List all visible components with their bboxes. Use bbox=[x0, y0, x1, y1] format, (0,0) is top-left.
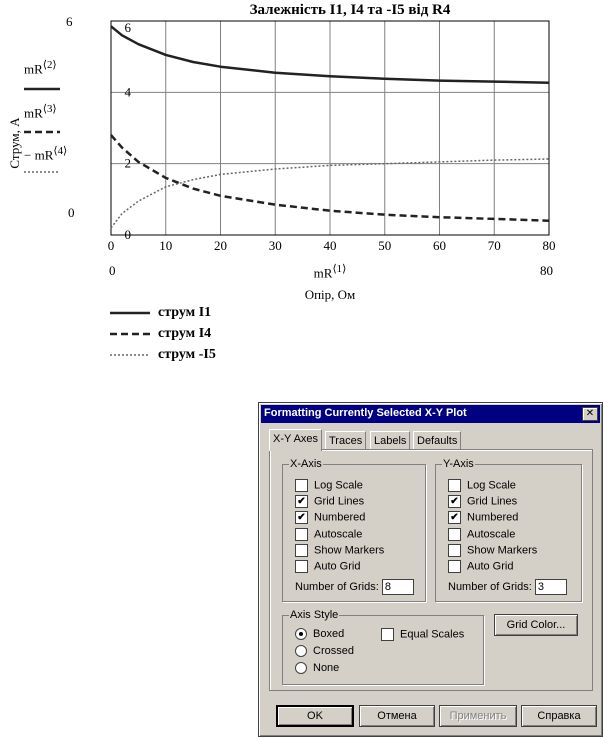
x-autoscale-label: Autoscale bbox=[314, 528, 363, 541]
axis-style-group-title: Axis Style bbox=[290, 609, 339, 621]
y-tick-label-1: 2 bbox=[124, 155, 131, 171]
y-log-scale-checkbox[interactable] bbox=[448, 479, 516, 493]
x-show-markers-label: Show Markers bbox=[314, 544, 385, 557]
y-log-scale-label: Log Scale bbox=[467, 479, 516, 492]
x-grid-lines-label: Grid Lines bbox=[314, 495, 365, 508]
x-autoscale-box[interactable] bbox=[295, 528, 308, 541]
x-log-scale-checkbox[interactable] bbox=[295, 479, 363, 493]
close-icon[interactable]: ✕ bbox=[582, 407, 598, 421]
y-tick-label-0: 0 bbox=[124, 227, 131, 242]
x-log-scale-box[interactable] bbox=[295, 479, 308, 492]
y-auto-grid-checkbox[interactable] bbox=[448, 560, 513, 574]
y-log-scale-box[interactable] bbox=[448, 479, 461, 492]
x-auto-grid-box[interactable] bbox=[295, 560, 308, 573]
trace-key-lines bbox=[24, 89, 60, 172]
axis-style-group bbox=[282, 609, 484, 685]
y-trace-3-index: ⟨4⟩ bbox=[53, 145, 68, 157]
y-numbered-label: Numbered bbox=[467, 511, 519, 524]
xy-axes-panel bbox=[269, 449, 593, 691]
y-trace-3-name: − mR bbox=[24, 147, 54, 163]
y-axis-group bbox=[435, 458, 582, 602]
equal-scales-checkbox[interactable] bbox=[381, 628, 464, 642]
x-tick-label-6: 60 bbox=[433, 238, 446, 253]
y-auto-grid-box[interactable] bbox=[448, 560, 461, 573]
x-tick-label-1: 10 bbox=[159, 238, 173, 253]
tab-xy-axes[interactable]: X-Y Axes bbox=[269, 429, 322, 451]
y-grid-lines-checkbox[interactable] bbox=[448, 495, 517, 509]
legend-swatches bbox=[0, 300, 160, 370]
legend-entry-i5: струм -I5 bbox=[158, 347, 216, 362]
y-show-markers-box[interactable] bbox=[448, 544, 461, 557]
boxed-label: Boxed bbox=[313, 628, 345, 640]
ok-button[interactable]: OK bbox=[276, 705, 354, 727]
x-numbered-label: Numbered bbox=[314, 511, 366, 524]
y-axis-bottom-limit: 0 bbox=[68, 205, 75, 220]
x-show-markers-box[interactable] bbox=[295, 544, 308, 557]
axis-style-none-radio[interactable] bbox=[295, 662, 339, 675]
boxed-radio-dot[interactable] bbox=[295, 628, 307, 640]
none-label: None bbox=[313, 662, 340, 674]
plot-title: Залежність I1, I4 та -I5 від R4 bbox=[249, 2, 451, 18]
y-trace-2-name: mR bbox=[24, 105, 43, 121]
equal-scales-box[interactable] bbox=[381, 628, 394, 641]
x-grids-label: Number of Grids: bbox=[295, 581, 379, 593]
y-auto-grid-label: Auto Grid bbox=[467, 560, 514, 573]
y-axis-group-title: Y-Axis bbox=[443, 458, 474, 470]
x-expression-index: ⟨1⟩ bbox=[332, 263, 347, 275]
x-number-of-grids bbox=[295, 579, 414, 595]
y-tick-label-3: 6 bbox=[124, 20, 131, 35]
x-expression-name: mR bbox=[313, 265, 333, 281]
x-axis-right-limit: 80 bbox=[540, 263, 553, 278]
y-trace-2-index: ⟨3⟩ bbox=[42, 103, 57, 115]
y-trace-1-name: mR bbox=[24, 61, 43, 77]
x-numbered-box[interactable]: ✔ bbox=[295, 511, 308, 524]
format-plot-dialog bbox=[258, 402, 603, 737]
x-grid-lines-checkbox[interactable] bbox=[295, 495, 364, 509]
x-grid-lines-box[interactable]: ✔ bbox=[295, 495, 308, 508]
x-auto-grid-checkbox[interactable] bbox=[295, 560, 360, 574]
y-show-markers-checkbox[interactable] bbox=[448, 544, 537, 558]
y-show-markers-label: Show Markers bbox=[467, 544, 538, 557]
x-axis-group-title: X-Axis bbox=[290, 458, 322, 470]
y-axis-top-limit: 6 bbox=[66, 14, 73, 29]
y-autoscale-label: Autoscale bbox=[467, 528, 516, 541]
axis-style-crossed-radio[interactable] bbox=[295, 645, 354, 658]
none-radio-dot[interactable] bbox=[295, 662, 307, 674]
dialog-titlebar[interactable] bbox=[261, 405, 600, 423]
x-tick-label-8: 80 bbox=[542, 238, 556, 253]
cancel-button[interactable]: Отмена bbox=[359, 705, 435, 727]
equal-scales-label: Equal Scales bbox=[400, 628, 465, 641]
tab-traces[interactable]: Traces bbox=[325, 431, 366, 450]
y-autoscale-checkbox[interactable] bbox=[448, 528, 515, 542]
crossed-radio-dot[interactable] bbox=[295, 645, 307, 657]
x-show-markers-checkbox[interactable] bbox=[295, 544, 384, 558]
x-tick-label-7: 70 bbox=[487, 238, 501, 253]
plot-grid bbox=[111, 21, 549, 235]
grid-color-button[interactable]: Grid Color... bbox=[494, 614, 578, 636]
x-tick-label-5: 50 bbox=[378, 238, 392, 253]
y-grids-label: Number of Grids: bbox=[448, 581, 532, 593]
axis-style-boxed-radio[interactable] bbox=[295, 628, 344, 641]
y-numbered-box[interactable]: ✔ bbox=[448, 511, 461, 524]
x-tick-label-4: 40 bbox=[323, 238, 337, 253]
y-number-of-grids bbox=[448, 579, 567, 595]
y-autoscale-box[interactable] bbox=[448, 528, 461, 541]
y-numbered-checkbox[interactable] bbox=[448, 511, 518, 525]
x-axis-group bbox=[282, 458, 426, 602]
crossed-label: Crossed bbox=[313, 645, 354, 657]
y-axis-label: Струм, А bbox=[7, 117, 22, 169]
x-axis-left-limit: 0 bbox=[109, 263, 116, 278]
x-tick-label-2: 20 bbox=[214, 238, 227, 253]
x-autoscale-checkbox[interactable] bbox=[295, 528, 362, 542]
x-log-scale-label: Log Scale bbox=[314, 479, 363, 492]
y-grid-lines-label: Grid Lines bbox=[467, 495, 518, 508]
tab-defaults[interactable]: Defaults bbox=[413, 431, 461, 450]
y-grids-input[interactable] bbox=[535, 579, 567, 595]
dialog-title: Formatting Currently Selected X-Y Plot bbox=[264, 407, 467, 419]
x-numbered-checkbox[interactable] bbox=[295, 511, 365, 525]
tab-labels[interactable]: Labels bbox=[370, 431, 410, 450]
legend-entry-i4: струм I4 bbox=[158, 326, 212, 341]
apply-button[interactable]: Применить bbox=[439, 705, 517, 727]
legend-entry-i1: струм I1 bbox=[158, 305, 212, 320]
x-grids-input[interactable] bbox=[382, 579, 414, 595]
x-tick-label-3: 30 bbox=[268, 238, 282, 253]
y-trace-1-index: ⟨2⟩ bbox=[42, 59, 57, 71]
y-tick-label-2: 4 bbox=[124, 84, 131, 100]
x-tick-label-0: 0 bbox=[107, 238, 115, 253]
y-grid-lines-box[interactable]: ✔ bbox=[448, 495, 461, 508]
x-axis-label: Опір, Ом bbox=[304, 287, 356, 302]
x-auto-grid-label: Auto Grid bbox=[314, 560, 361, 573]
help-button[interactable]: Справка bbox=[521, 705, 597, 727]
